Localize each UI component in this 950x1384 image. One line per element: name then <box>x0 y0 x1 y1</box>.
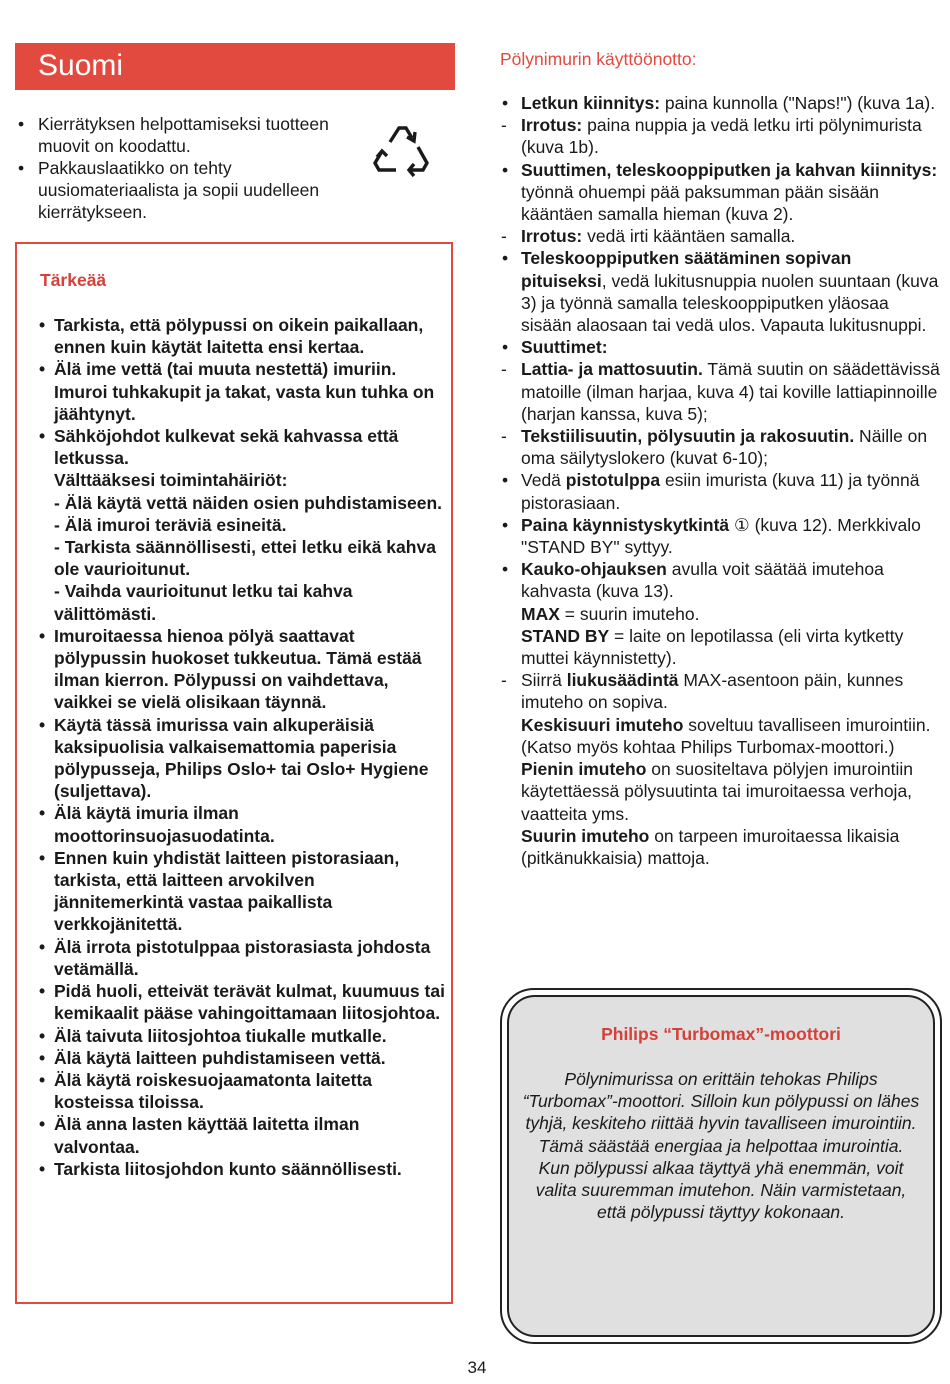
usage-list <box>500 92 940 869</box>
important-title: Tärkeää <box>40 270 107 290</box>
list-item: • Älä taivuta liitosjohtoa tiukalle mutkalle. <box>38 1025 448 1047</box>
list-item: - Lattia- ja mattosuutin. Tämä suutin on säädettävissä matoille (ilman harjaa, kuva 4) tai koville lattiapinnoille (harjan kanssa, kuva 5); <box>500 358 940 425</box>
list-item: Pienin imuteho on suositeltava pölyjen imurointiin käytettäessä pölysuutinta tai imuroitaessa verhoja, vaatteita yms. <box>521 759 913 824</box>
list-item: • Teleskooppiputken säätäminen sopivan pituiseksi, vedä lukitusnuppia nuolen suuntaan (kuva 3) ja työnnä samalla teleskooppiputken yläosaa sisään alaosaan tai vedä ulos. Vapauta lukitusnuppi. <box>500 247 940 336</box>
list-item: - Tekstiilisuutin, pölysuutin ja rakosuutin. Näille on oma säilytyslokero (kuvat 6-10); <box>500 425 940 469</box>
list-item: • Älä käytä imuria ilman moottorinsuojasuodatinta. <box>38 802 448 846</box>
usage-title: Pölynimurin käyttöönotto: <box>500 49 697 69</box>
turbomax-title: Philips “Turbomax”-moottori <box>601 1024 841 1044</box>
list-item: • Pidä huoli, etteivät terävät kulmat, kuumuus tai kemikaalit pääse vahingoittamaan liitosjohtoa. <box>38 980 448 1024</box>
list-item: • Letkun kiinnitys: paina kunnolla ("Naps!") (kuva 1a). <box>500 92 940 114</box>
important-list <box>38 314 448 1180</box>
intro-list <box>16 113 346 223</box>
list-item: - Vaihda vaurioitunut letku tai kahva välittömästi. <box>54 581 353 624</box>
list-item: • Älä anna lasten käyttää laitetta ilman valvontaa. <box>38 1113 448 1157</box>
page-number: 34 <box>467 1358 487 1377</box>
list-item: Suurin imuteho on tarpeen imuroitaessa likaisia (pitkänukkaisia) mattoja. <box>521 825 900 868</box>
list-item: - Älä käytä vettä näiden osien puhdistamiseen. <box>54 492 443 513</box>
list-item: • Imuroitaessa hienoa pölyä saattavat pölypussin huokoset tukkeutua. Tämä estää ilman kierron. Pölypussi on vaihdettava, vaikkei se vielä olisikaan täynnä. <box>38 625 448 714</box>
list-item: • Älä ime vettä (tai muuta nestettä) imuriin. Imuroi tuhkakupit ja takat, vasta kun tuhka on jäähtynyt. <box>38 358 448 425</box>
list-item: MAX = suurin imuteho. <box>521 603 700 624</box>
list-item: - Irrotus: vedä irti kääntäen samalla. <box>500 225 940 247</box>
list-item: - Siirrä liukusäädintä MAX-asentoon päin, kunnes imuteho on sopiva. <box>500 669 940 713</box>
list-item: • Suuttimen, teleskooppiputken ja kahvan kiinnitys: työnnä ohuempi pää paksumman pään sisään kääntäen samalla hieman (kuva 2). <box>500 159 940 226</box>
section-title: Suomi <box>38 49 124 82</box>
list-item: • Paina käynnistyskytkintä ① (kuva 12). Merkkivalo "STAND BY" syttyy. <box>500 514 940 558</box>
list-item: • Ennen kuin yhdistät laitteen pistorasiaan, tarkista, että laitteen arvokilven jännitemerkintä vastaa paikallista verkkojänitettä. <box>38 847 448 936</box>
turbomax-text: Pölynimurissa on erittäin tehokas Philips “Turbomax”-moottori. Silloin kun pölypussi on lähes tyhjä, keskiteho riittää hyvin tavalliseen imurointiin. Tämä säästää energiaa ja helpottaa imurointia. Kun pölypussi alkaa täyttyä yhä enemmän, voit valita suuremman imutehon. Näin varmistetaan, että pölypussi täyttyy kokonaan. <box>522 1069 920 1223</box>
recycle-icon <box>368 120 434 182</box>
intro-bullet: • Pakkauslaatikko on tehty uusiomateriaalista ja sopii uudelleen kierrätykseen. <box>16 157 346 223</box>
list-item: STAND BY = laite on lepotilassa (eli virta kytketty muttei käynnistetty). <box>521 625 904 669</box>
list-item: - Älä imuroi teräviä esineitä. <box>54 514 287 535</box>
list-item: • Vedä pistotulppa esiin imurista (kuva 11) ja työnnä pistorasiaan. <box>500 469 940 513</box>
list-item: Välttääksesi toimintahäiriöt: <box>54 470 288 491</box>
list-item: - Tarkista säännöllisesti, ettei letku eikä kahva ole vaurioitunut. <box>54 537 436 580</box>
list-item: • Tarkista, että pölypussi on oikein paikallaan, ennen kuin käytät laitetta ensi kertaa. <box>38 314 448 358</box>
list-item: • Käytä tässä imurissa vain alkuperäisiä kaksipuolisia valkaisemattomia paperisia pölypusseja, Philips Oslo+ tai Oslo+ Hygiene (suljettava). <box>38 714 448 803</box>
list-item: • Älä irrota pistotulppaa pistorasiasta johdosta vetämällä. <box>38 936 448 980</box>
list-item: • Älä käytä roiskesuojaamatonta laitetta kosteissa tiloissa. <box>38 1069 448 1113</box>
list-item: Keskisuuri imuteho soveltuu tavalliseen imurointiin. (Katso myös kohtaa Philips Turbomax-moottori.) <box>521 714 931 757</box>
list-item: • Kauko-ohjauksen avulla voit säätää imutehoa kahvasta (kuva 13). <box>500 558 940 602</box>
intro-bullet: • Kierrätyksen helpottamiseksi tuotteen muovit on koodattu. <box>16 113 346 157</box>
list-item: • Suuttimet: <box>500 336 940 358</box>
list-item: - Irrotus: paina nuppia ja vedä letku irti pölynimurista (kuva 1b). <box>500 114 940 158</box>
list-item: • Älä käytä laitteen puhdistamiseen vettä. <box>38 1047 448 1069</box>
list-item: • Sähköjohdot kulkevat sekä kahvassa että letkussa. <box>38 425 448 469</box>
list-item: • Tarkista liitosjohdon kunto säännöllisesti. <box>38 1158 448 1180</box>
section-header <box>15 43 455 90</box>
